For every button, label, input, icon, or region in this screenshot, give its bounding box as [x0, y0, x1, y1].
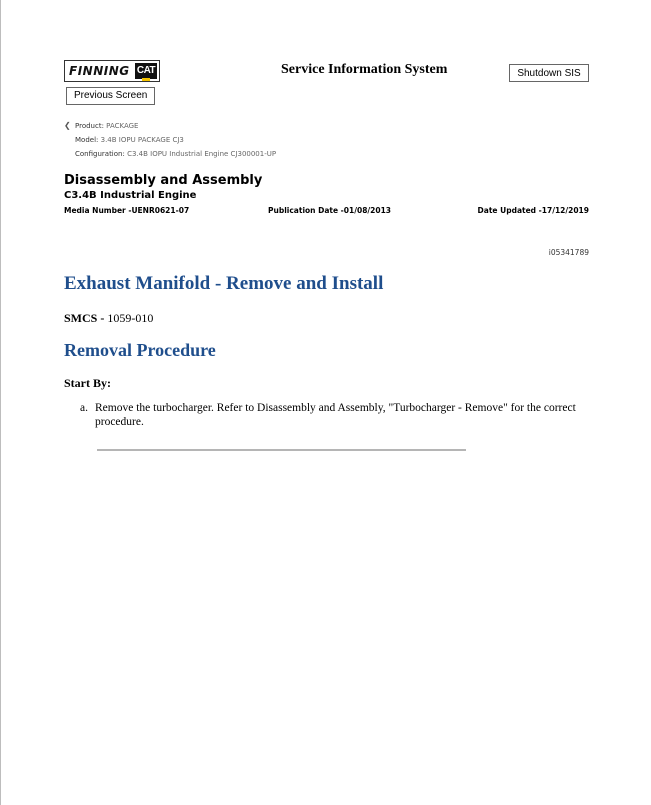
document-subtitle: C3.4B Industrial Engine [64, 190, 197, 201]
model-line [75, 136, 184, 144]
reference-id: i05341789 [548, 248, 589, 257]
step-text: Remove the turbocharger. Refer to Disassembly and Assembly, "Turbocharger - Remove" for the correct procedure. [95, 402, 576, 428]
configuration-label: Configuration: [75, 150, 125, 158]
configuration-value: C3.4B IOPU Industrial Engine CJ300001-UP [127, 150, 277, 158]
removal-procedure-heading: Removal Procedure [64, 340, 216, 360]
product-label: Product: [75, 122, 104, 130]
previous-screen-button[interactable]: Previous Screen [66, 87, 155, 105]
publication-date: Publication Date -01/08/2013 [268, 206, 392, 215]
chevron-left-icon[interactable]: ❮ [64, 121, 71, 130]
model-value: 3.4B IOPU PACKAGE CJ3 [100, 136, 184, 144]
cat-logo-mark: CAT [135, 63, 157, 79]
smcs-value: 1059-010 [107, 311, 154, 325]
start-by-label: Start By: [64, 376, 111, 390]
logo-text: FINNING [69, 64, 130, 78]
product-value: PACKAGE [106, 122, 139, 130]
media-number: Media Number -UENR0621-07 [64, 206, 190, 215]
page-heading: Exhaust Manifold - Remove and Install [64, 273, 384, 294]
page-left-border [0, 0, 1, 805]
divider [97, 449, 466, 451]
system-title: Service Information System [281, 62, 448, 77]
step-letter: a. [80, 402, 88, 414]
finning-cat-logo [64, 60, 160, 82]
model-label: Model: [75, 136, 99, 144]
smcs-label: SMCS - [64, 311, 108, 325]
configuration-line [75, 150, 276, 158]
smcs-code [64, 311, 153, 326]
date-updated: Date Updated -17/12/2019 [477, 206, 589, 215]
document-title: Disassembly and Assembly [64, 173, 263, 188]
product-line [75, 122, 138, 130]
shutdown-sis-button[interactable]: Shutdown SIS [509, 64, 589, 82]
